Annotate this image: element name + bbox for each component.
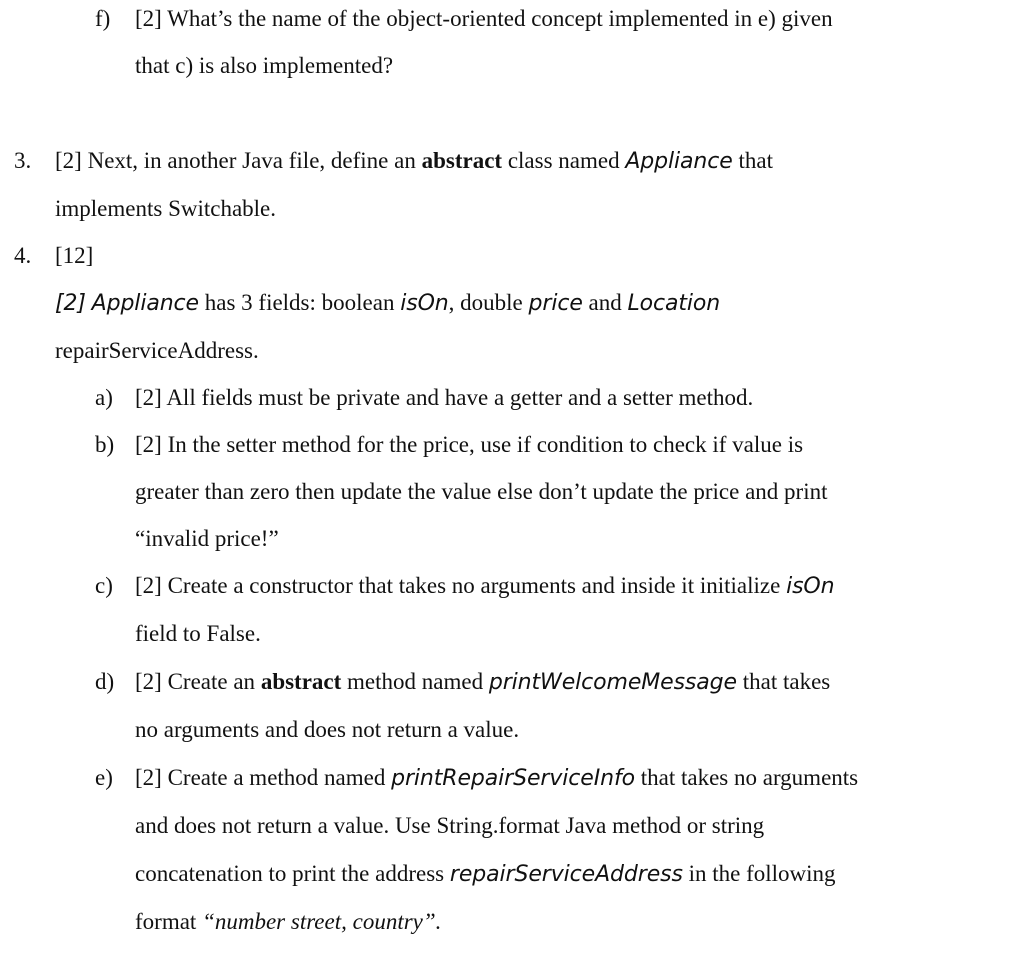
question-3-line1 [55,147,773,176]
item-b-line3: “invalid price!” [135,526,279,551]
item-b-label: b) [95,432,115,457]
item-e-line3 [135,860,836,889]
item-c-text-pre: Create a constructor that takes no arguments and inside it initialize [167,573,781,598]
item-e-line2: and does not return a value. Use String.format Java method or string [135,813,765,838]
question-4-intro-class: Appliance [91,291,199,316]
item-d-points: [2] [135,669,162,694]
item-c-label: c) [95,573,113,598]
item-e-text-post: that takes no arguments [640,765,859,790]
item-b-text1: In the setter method for the price, use if condition to check if value is [167,432,804,457]
item-e-line4 [135,908,441,936]
question-4-points: [12] [55,243,94,268]
question-4-intro-mid1: , double [448,290,523,315]
item-e-label: e) [95,765,113,790]
item-e-format-string: “number street, country”. [202,909,442,934]
question-4-intro [55,289,720,318]
question-4-field-ison: isOn [400,291,449,316]
question-3-class-name: Appliance [625,149,733,174]
item-f-line2: that c) is also implemented? [135,53,394,78]
item-c-field-ison: isOn [786,574,835,599]
question-4-intro-pre: has 3 fields: boolean [204,290,395,315]
item-a-points: [2] [135,385,162,410]
question-4-field-location: Location [627,291,721,316]
question-4-intro-points: [2] [55,291,86,316]
item-d-abstract: abstract [260,669,342,694]
question-4-field-price: price [528,291,583,316]
item-b-line1 [135,431,803,459]
item-d-method-name: printWelcomeMessage [488,670,737,695]
item-e-field-address: repairServiceAddress [449,862,683,887]
item-e-method-name: printRepairServiceInfo [391,766,635,791]
item-d-line1 [135,668,830,697]
item-e-line4-pre: format [135,909,197,934]
item-e-line3-pre: concatenation to print the address [135,861,445,886]
question-3-text-post: that [738,148,773,173]
item-b-points: [2] [135,432,162,457]
item-f-text1: What’s the name of the object-oriented concept implemented in e) given [167,6,833,31]
question-3-number: 3. [14,148,32,173]
item-d-label: d) [95,669,115,694]
item-d-text-pre: Create an [167,669,256,694]
question-3-points: [2] [55,148,82,173]
item-e-line1 [135,764,858,793]
question-4-intro-line2: repairServiceAddress. [55,338,259,363]
item-d-text-mid: method named [347,669,484,694]
item-e-text-pre: Create a method named [167,765,386,790]
question-3-text-mid: class named [507,148,620,173]
item-c-line1 [135,572,835,601]
item-b-line2: greater than zero then update the value else don’t update the price and print [135,479,828,504]
item-a-label: a) [95,385,113,410]
item-f-label: f) [95,6,111,31]
question-4-intro-mid2: and [588,290,622,315]
item-d-text-post: that takes [742,669,831,694]
question-3-abstract: abstract [421,148,503,173]
item-a-text1: All fields must be private and have a getter and a setter method. [166,385,754,410]
item-e-line3-post: in the following [688,861,836,886]
item-f-line1 [135,5,833,33]
question-4-number: 4. [14,243,32,268]
item-c-line2: field to False. [135,621,261,646]
question-3-line2: implements Switchable. [55,196,277,221]
item-f-points: [2] [135,6,162,31]
question-3-text-pre: Next, in another Java file, define an [87,148,416,173]
item-d-line2: no arguments and does not return a value. [135,717,520,742]
item-e-points: [2] [135,765,162,790]
item-a-line1 [135,384,753,412]
item-c-points: [2] [135,573,162,598]
